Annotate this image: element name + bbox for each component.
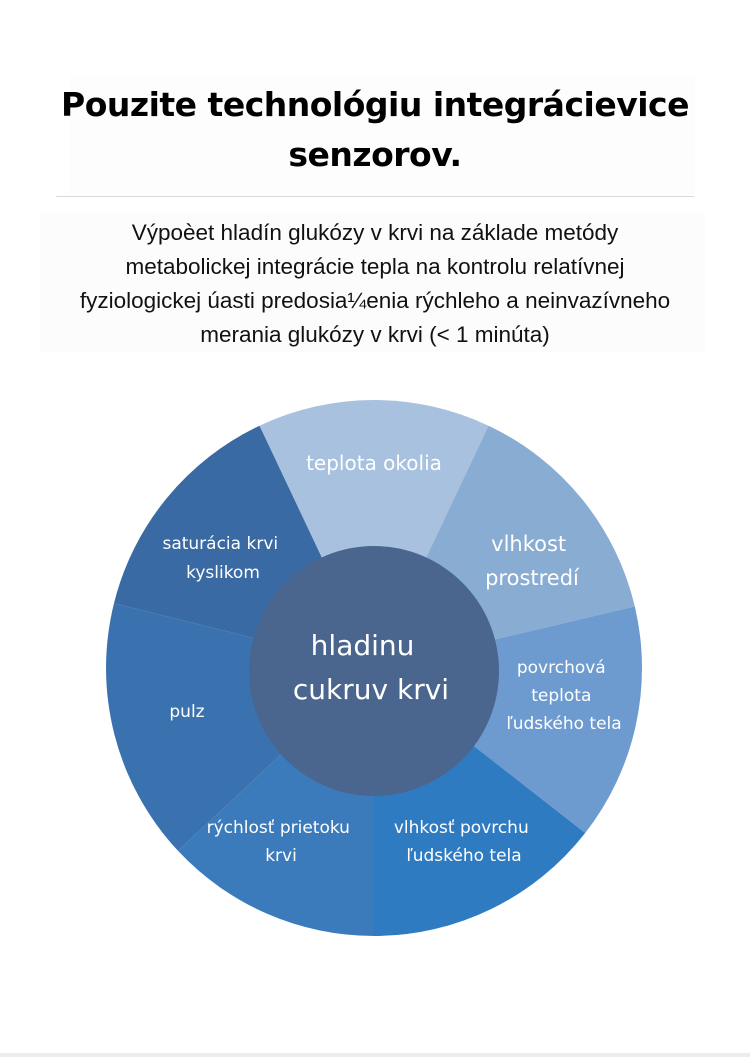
- label-vlhkost-povrchu: vlhkosť povrchu ľudského tela: [393, 818, 529, 866]
- description-line: metabolickej integrácie tepla na kontrolu relatívnej: [125, 254, 625, 279]
- label-vlhkost-prostredi: vlhkost prostredí: [485, 532, 579, 590]
- description-line: Výpoèet hladín glukózy v krvi na základe metódy: [131, 220, 619, 245]
- title-line-1: Pouzite technológiu integrácievice: [61, 85, 689, 124]
- description-line: merania glukózy v krvi (< 1 minúta): [200, 322, 550, 347]
- center-label: hladinu cukruv krvi: [292, 629, 450, 706]
- label-povrchova-teplota: povrchová teplota ľudského tela: [506, 658, 622, 734]
- label-teplota-okolia: teplota okolia: [306, 451, 442, 475]
- label-pulz: pulz: [169, 702, 205, 722]
- label-rychlost-prietoku: rýchlosť prietoku krvi: [206, 818, 350, 866]
- label-saturacia: saturácia krvi kyslikom: [162, 534, 279, 583]
- description-line: fyziologickej úasti predosia¼enia rýchleho a neinvazívneho: [79, 288, 671, 313]
- bottom-bar: [0, 1053, 750, 1057]
- title-line-2: senzorov.: [288, 135, 462, 174]
- center-circle: [249, 546, 499, 796]
